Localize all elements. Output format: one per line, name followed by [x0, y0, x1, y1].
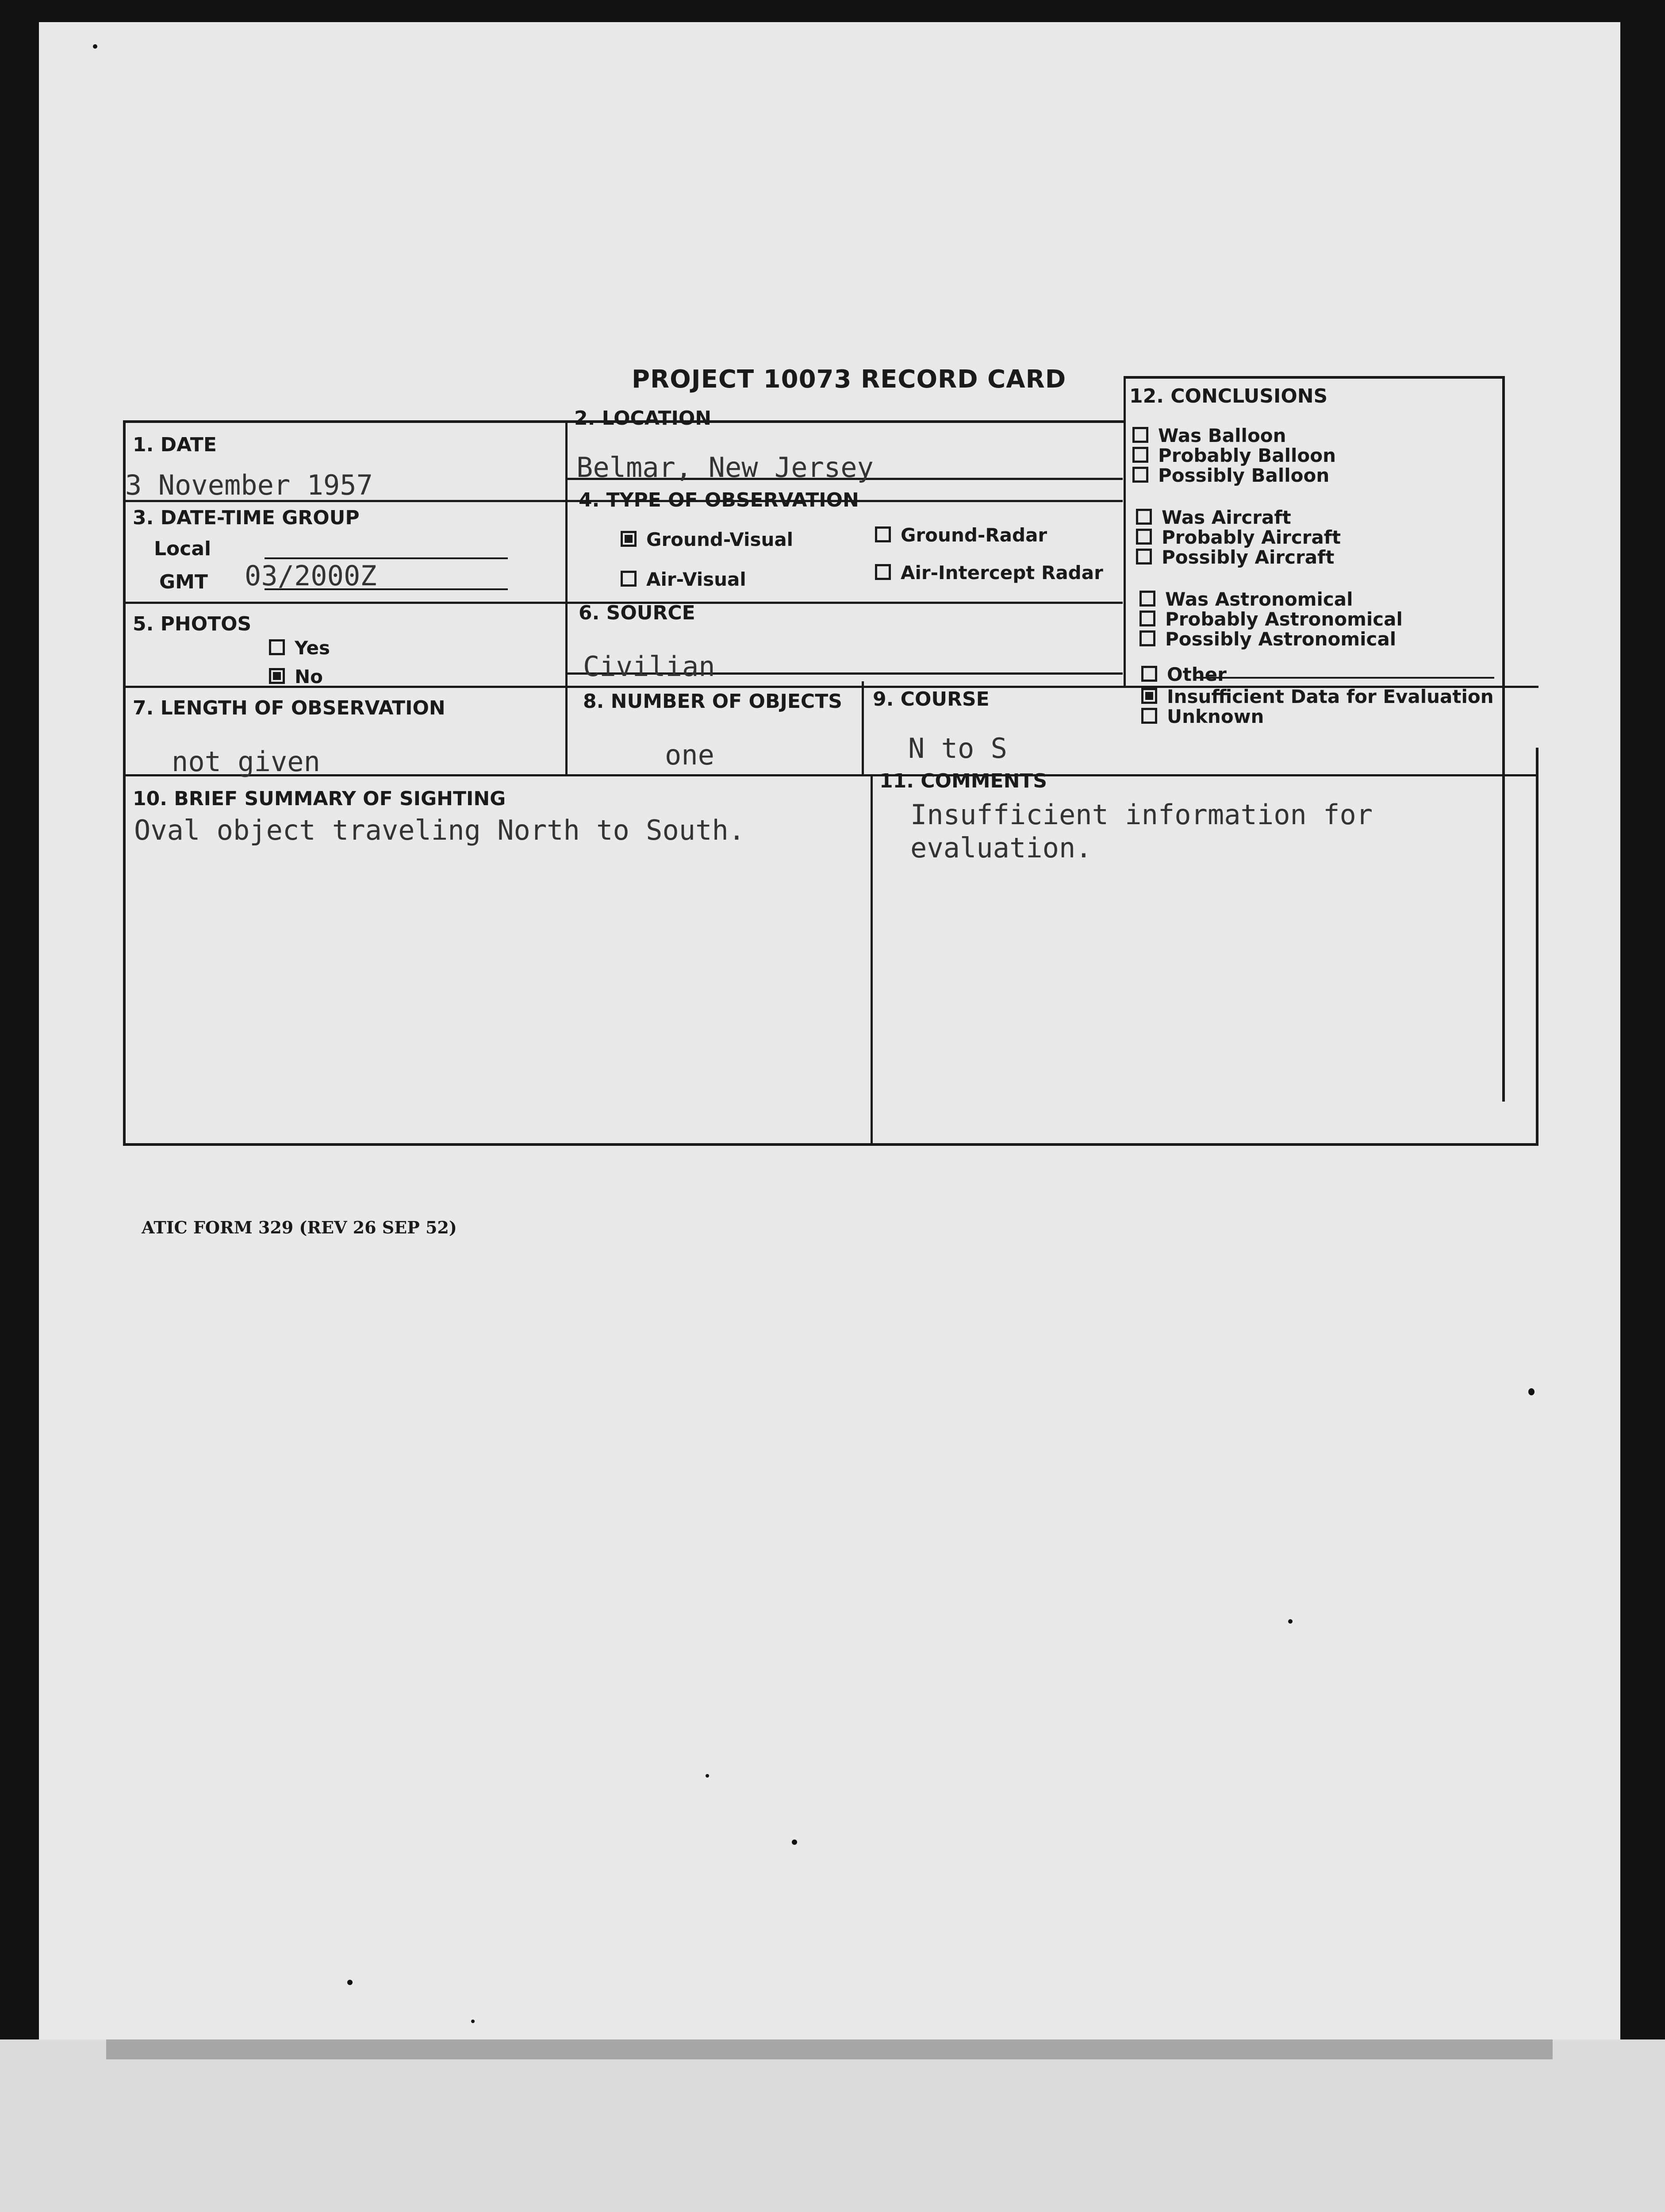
summary-value: Oval object traveling North to South.: [134, 814, 745, 846]
rule-row4: [123, 774, 1538, 776]
checkbox-icon: [1132, 447, 1148, 463]
card-title: PROJECT 10073 RECORD CARD: [632, 365, 1067, 394]
checkbox-icon: [1136, 509, 1152, 525]
obs-ground-visual: Ground-Visual: [621, 529, 793, 550]
vrule-course: [862, 681, 864, 774]
photos-no: No: [269, 666, 323, 687]
conclusion-possibly-balloon: Possibly Balloon: [1132, 465, 1329, 486]
comments-label: 11. COMMENTS: [879, 770, 1047, 792]
date-value: 3 November 1957: [125, 469, 373, 501]
conclusion-other: Other: [1141, 664, 1227, 685]
location-value: Belmar, New Jersey: [576, 451, 874, 484]
checkbox-icon: [1141, 708, 1157, 724]
under-sheet: [0, 2039, 1665, 2212]
checkbox-icon: [1136, 549, 1152, 565]
comments-line-2: evaluation.: [910, 832, 1092, 864]
obs-air-visual: Air-Visual: [621, 568, 746, 590]
length-label: 7. LENGTH OF OBSERVATION: [133, 697, 445, 719]
checkbox-icon: [269, 639, 285, 655]
gmt-label: GMT: [159, 571, 208, 593]
course-label: 9. COURSE: [873, 688, 990, 710]
checkbox-icon: [1139, 630, 1155, 646]
conclusion-possibly-aircraft: Possibly Aircraft: [1136, 546, 1334, 568]
speck: [1528, 1388, 1535, 1395]
speck: [792, 1839, 797, 1845]
conclusion-probably-astronomical: Probably Astronomical: [1139, 608, 1403, 630]
conclusion-was-balloon: Was Balloon: [1132, 425, 1286, 446]
gmt-value: 03/2000Z: [245, 560, 377, 592]
speck: [93, 44, 97, 49]
local-label: Local: [154, 538, 211, 560]
summary-label: 10. BRIEF SUMMARY OF SIGHTING: [133, 787, 506, 810]
location-label: 2. LOCATION: [574, 407, 712, 430]
conclusion-probably-balloon: Probably Balloon: [1132, 445, 1336, 466]
frame-right: [1502, 376, 1505, 1102]
obs-air-intercept-radar: Air-Intercept Radar: [875, 562, 1103, 584]
vrule-conclusions: [1124, 376, 1126, 686]
conclusion-was-astronomical: Was Astronomical: [1139, 588, 1353, 610]
date-label: 1. DATE: [133, 434, 217, 456]
conclusion-possibly-astronomical: Possibly Astronomical: [1139, 628, 1396, 650]
conclusion-was-aircraft: Was Aircraft: [1136, 507, 1291, 528]
conclusions-label: 12. CONCLUSIONS: [1129, 385, 1328, 407]
checkbox-icon: [1139, 591, 1155, 607]
conclusion-probably-aircraft: Probably Aircraft: [1136, 526, 1341, 548]
datetime-group-label: 3. DATE-TIME GROUP: [133, 507, 360, 529]
checkbox-icon: [875, 526, 891, 542]
frame-right-lower: [1536, 748, 1538, 1146]
checkbox-icon: [269, 668, 285, 684]
local-underline: [265, 557, 508, 559]
checkbox-icon: [1141, 666, 1157, 682]
length-value: not given: [172, 745, 320, 778]
vrule-comments: [871, 774, 873, 1146]
checkbox-icon: [621, 531, 637, 547]
checkbox-icon: [1132, 467, 1148, 483]
photos-yes: Yes: [269, 637, 330, 659]
conclusion-unknown: Unknown: [1141, 706, 1264, 727]
checkbox-icon: [1132, 427, 1148, 443]
checkbox-icon: [1136, 529, 1152, 545]
frame-top-right: [1124, 376, 1505, 379]
checkbox-icon: [621, 571, 637, 587]
speck: [347, 1980, 353, 1985]
frame-bottom: [123, 1143, 1538, 1146]
photos-label: 5. PHOTOS: [133, 613, 252, 635]
num-objects-label: 8. NUMBER OF OBJECTS: [583, 690, 842, 713]
frame-left: [123, 420, 126, 1146]
form-id: ATIC FORM 329 (REV 26 SEP 52): [142, 1217, 457, 1237]
comments-line-1: Insufficient information for: [910, 799, 1373, 831]
obs-ground-radar: Ground-Radar: [875, 524, 1047, 546]
checkbox-icon: [1139, 611, 1155, 626]
source-label: 6. SOURCE: [579, 602, 695, 624]
num-objects-value: one: [665, 739, 714, 771]
speck: [1288, 1619, 1293, 1624]
checkbox-icon: [1141, 688, 1157, 704]
course-value: N to S: [908, 732, 1007, 764]
source-value: Civilian: [583, 650, 715, 683]
observation-type-label: 4. TYPE OF OBSERVATION: [579, 489, 859, 511]
other-underline: [1193, 677, 1494, 679]
record-card: [123, 372, 1538, 1203]
speck: [471, 2020, 475, 2023]
vrule-col1: [565, 420, 568, 774]
checkbox-icon: [875, 564, 891, 580]
speck: [706, 1774, 709, 1778]
conclusion-insufficient-data: Insufficient Data for Evaluation: [1141, 686, 1494, 707]
